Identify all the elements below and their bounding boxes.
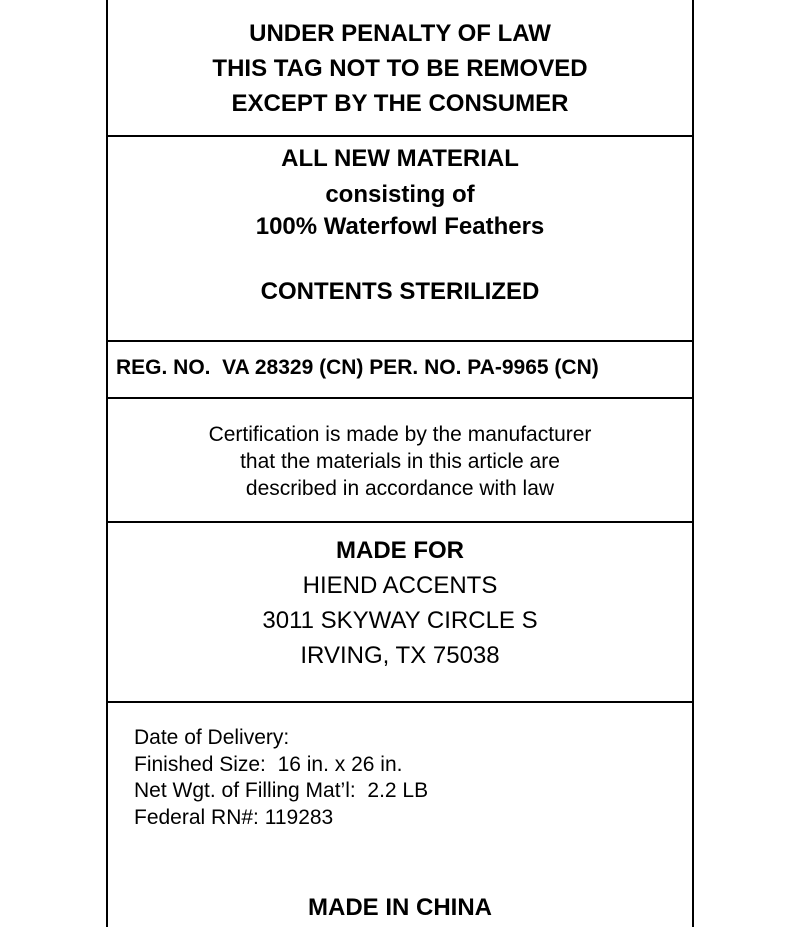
material-sterilized: CONTENTS STERILIZED (260, 278, 540, 305)
material-content: 100% Waterfowl Feathers (255, 213, 545, 240)
material-section (108, 137, 692, 342)
made-for-heading: MADE FOR (336, 537, 464, 564)
made-for-section (108, 523, 692, 703)
penalty-line-1: UNDER PENALTY OF LAW (249, 20, 551, 47)
made-in-china: MADE IN CHINA (308, 894, 492, 921)
certification-line-1: Certification is made by the manufacturer (208, 423, 592, 446)
material-consisting: consisting of (325, 181, 475, 208)
made-for-company: HIEND ACCENTS (302, 572, 498, 599)
material-heading: ALL NEW MATERIAL (281, 145, 519, 172)
law-tag (106, 0, 694, 927)
made-for-city: IRVING, TX 75038 (300, 642, 500, 669)
certification-line-3: described in accordance with law (245, 477, 555, 500)
certification-line-2: that the materials in this article are (240, 450, 560, 473)
registration-number: REG. NO. VA 28329 (CN) PER. NO. PA-9965 (CN) (116, 356, 599, 379)
finished-size: Finished Size: 16 in. x 26 in. (134, 753, 403, 776)
filling-weight: Net Wgt. of Filling Mat’l: 2.2 LB (134, 779, 429, 802)
registration-section (108, 342, 692, 399)
details-section (108, 703, 692, 927)
penalty-line-3: EXCEPT BY THE CONSUMER (231, 90, 569, 117)
federal-rn: Federal RN#: 119283 (134, 806, 334, 829)
penalty-section (108, 0, 692, 137)
certification-section (108, 399, 692, 523)
penalty-line-2: THIS TAG NOT TO BE REMOVED (212, 55, 588, 82)
made-for-street: 3011 SKYWAY CIRCLE S (262, 607, 538, 634)
date-of-delivery: Date of Delivery: (134, 726, 290, 749)
